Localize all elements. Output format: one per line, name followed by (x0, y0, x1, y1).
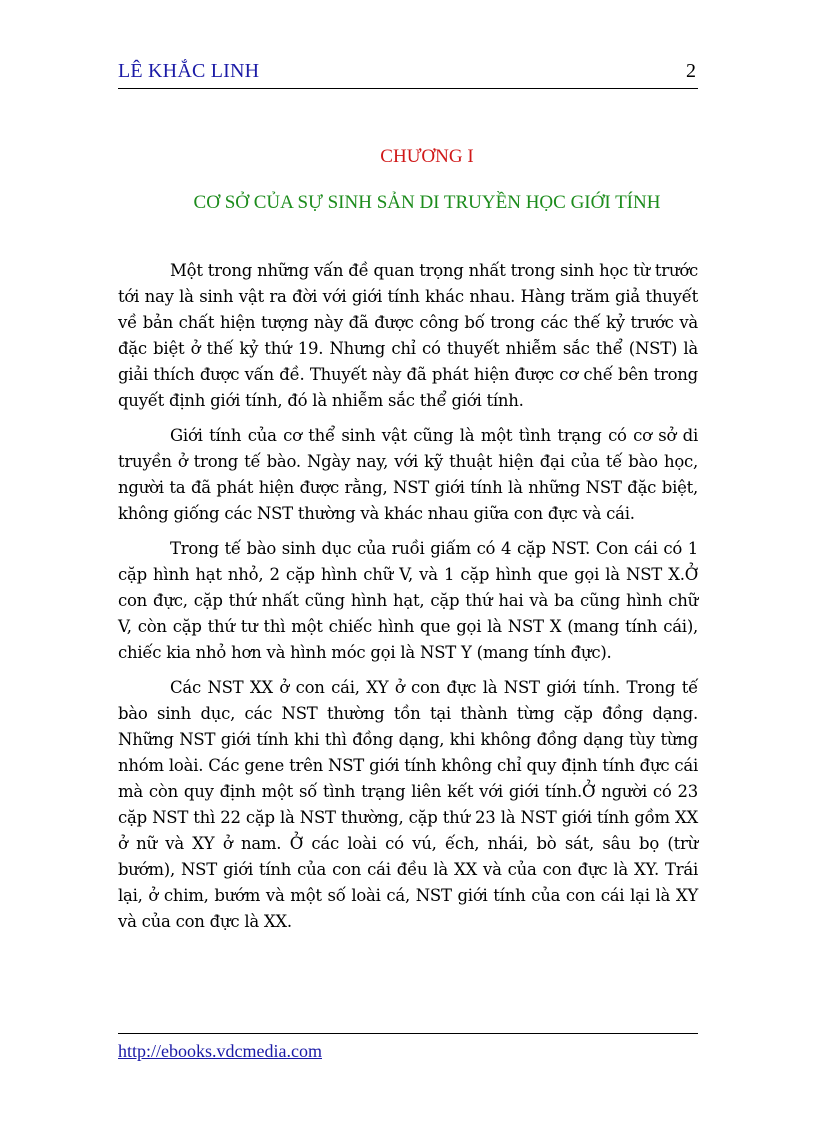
paragraph: Giới tính của cơ thể sinh vật cũng là một tình trạng có cơ sở di truyền ở trong tế bào. Ngày nay, với kỹ thuật hiện đại của tế bào học, người ta đã phát hiện được rằng, NST giới tính là những NST đặc biệt, không giống các NST thường và khác nhau giữa con đực và cái. (118, 426, 698, 523)
footer-url-link[interactable]: http://ebooks.vdcmedia.com (118, 1041, 322, 1061)
paragraph: Các NST XX ở con cái, XY ở con đực là NST giới tính. Trong tế bào sinh dục, các NST thường tồn tại thành từng cặp đồng dạng. Những NST giới tính khi thì đồng dạng, khi không đồng dạng tùy từng nhóm loài. Các gene trên NST giới tính không chỉ quy định tính đực cái mà còn quy định một số tình trạng liên kết với giới tính.Ở người có 23 cặp NST thì 22 cặp là NST thường, cặp thứ 23 là NST giới tính gồm XX ở nữ và XY ở nam. Ở các loài có vú, ếch, nhái, bò sát, sâu bọ (trừ bướm), NST giới tính của con cái đều là XX và của con đực là XY. Trái lại, ở chim, bướm và một số loài cá, NST giới tính của con cái lại là XY và của con đực là XX. (118, 678, 698, 931)
chapter-label: CHƯƠNG I (380, 146, 474, 167)
paragraph: Một trong những vấn đề quan trọng nhất trong sinh học từ trước tới nay là sinh vật ra đời với giới tính khác nhau. Hàng trăm giả thuyết về bản chất hiện tượng này đã được công bố trong các thế kỷ trước và đặc biệt ở thế kỷ thứ 19. Nhưng chỉ có thuyết nhiễm sắc thể (NST) là giải thích được vấn đề. Thuyết này đã phát hiện được cơ chế bên trong quyết định giới tính, đó là nhiễm sắc thể giới tính. (118, 261, 698, 410)
footer-divider (118, 1033, 698, 1034)
author-name: LÊ KHẮC LINH (118, 60, 260, 82)
page-header (118, 60, 698, 89)
body-text (118, 258, 698, 944)
chapter-title: CƠ SỞ CỦA SỰ SINH SẢN DI TRUYỀN HỌC GIỚI TÍNH (193, 192, 661, 213)
page-number: 2 (686, 60, 696, 82)
paragraph: Trong tế bào sinh dục của ruồi giấm có 4 cặp NST. Con cái có 1 cặp hình hạt nhỏ, 2 cặp hình chữ V, và 1 cặp hình que gọi là NST X.Ở con đực, cặp thứ nhất cũng hình hạt, cặp thứ hai và ba cũng hình chữ V, còn cặp thứ tư thì một chiếc hình que gọi là NST X (mang tính cái), chiếc kia nhỏ hơn và hình móc gọi là NST Y (mang tính đực). (118, 539, 698, 662)
